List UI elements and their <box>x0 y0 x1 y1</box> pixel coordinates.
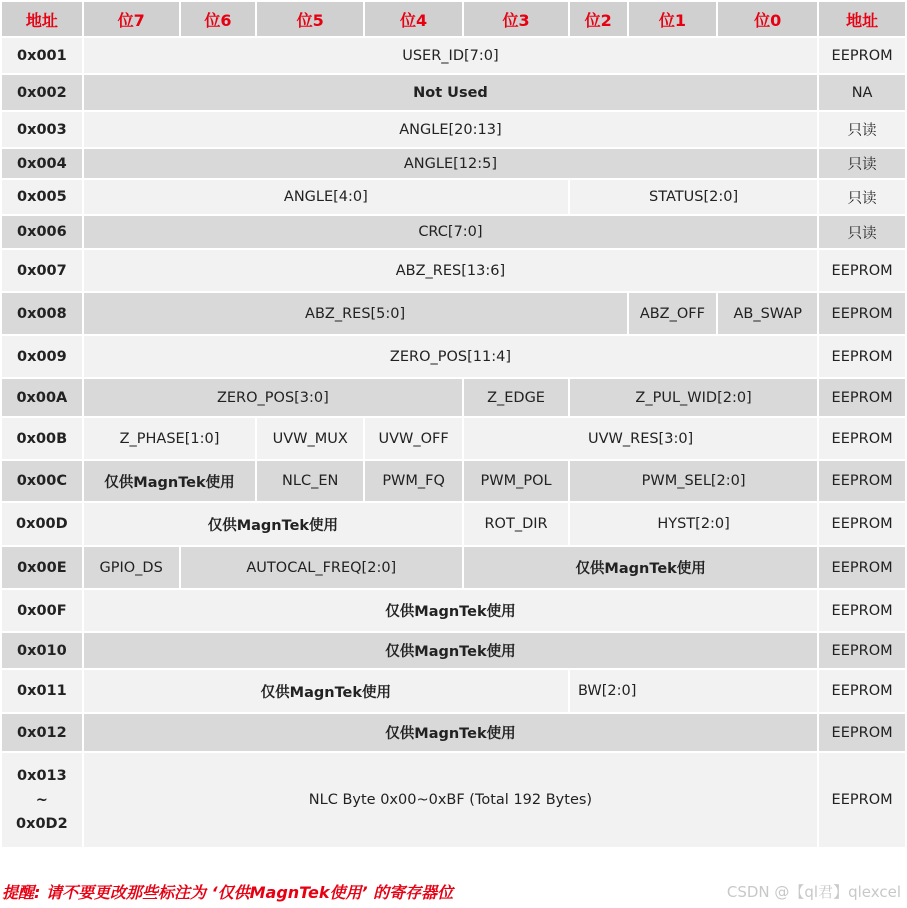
row-address-range <box>2 753 82 847</box>
table-row <box>2 149 905 178</box>
table-row <box>2 590 905 631</box>
row-address: 0x010 <box>2 633 82 668</box>
register-field: Z_PUL_WID[2:0] <box>570 379 817 416</box>
register-field: NLC_EN <box>257 461 363 501</box>
register-field: ZERO_POS[11:4] <box>84 336 817 377</box>
table-row <box>2 461 905 501</box>
register-field: ROT_DIR <box>464 503 568 545</box>
access-type: EEPROM <box>819 503 905 545</box>
access-type: EEPROM <box>819 461 905 501</box>
row-address: 0x006 <box>2 216 82 248</box>
table-row <box>2 336 905 377</box>
header-bit6: 位6 <box>181 2 256 36</box>
access-type: EEPROM <box>819 633 905 668</box>
row-address: 0x003 <box>2 112 82 147</box>
range-end: 0x0D2 <box>16 816 68 832</box>
register-field: GPIO_DS <box>84 547 179 588</box>
header-bit4: 位4 <box>365 2 462 36</box>
register-field: ANGLE[12:5] <box>84 149 817 178</box>
access-type: NA <box>819 75 905 110</box>
access-type: EEPROM <box>819 714 905 751</box>
row-address: 0x001 <box>2 38 82 73</box>
access-type: 只读 <box>819 180 905 214</box>
table-row <box>2 75 905 110</box>
row-address: 0x00B <box>2 418 82 459</box>
row-address: 0x005 <box>2 180 82 214</box>
register-field: AB_SWAP <box>718 293 817 334</box>
access-type: 只读 <box>819 149 905 178</box>
register-field: ABZ_RES[5:0] <box>84 293 627 334</box>
row-address: 0x008 <box>2 293 82 334</box>
access-type: EEPROM <box>819 250 905 291</box>
register-field: STATUS[2:0] <box>570 180 817 214</box>
access-type: 只读 <box>819 112 905 147</box>
header-bit5: 位5 <box>257 2 363 36</box>
register-field: Z_PHASE[1:0] <box>84 418 256 459</box>
reserved-field: 仅供MagnTek使用 <box>84 670 568 712</box>
table-row <box>2 112 905 147</box>
register-field: PWM_POL <box>464 461 568 501</box>
table-row <box>2 250 905 291</box>
header-bit7: 位7 <box>84 2 179 36</box>
watermark: CSDN @【ql君】qlexcel <box>726 883 901 901</box>
reserved-field: 仅供MagnTek使用 <box>464 547 817 588</box>
row-address: 0x007 <box>2 250 82 291</box>
table-row <box>2 633 905 668</box>
table-row <box>2 293 905 334</box>
table-row <box>2 216 905 248</box>
register-field: CRC[7:0] <box>84 216 817 248</box>
register-field: ANGLE[4:0] <box>84 180 568 214</box>
access-type: EEPROM <box>819 38 905 73</box>
row-address: 0x00D <box>2 503 82 545</box>
access-type: EEPROM <box>819 753 905 847</box>
header-bit1: 位1 <box>629 2 717 36</box>
reserved-field: 仅供MagnTek使用 <box>84 714 817 751</box>
register-field: PWM_SEL[2:0] <box>570 461 817 501</box>
reserved-field: 仅供MagnTek使用 <box>84 633 817 668</box>
register-field: ANGLE[20:13] <box>84 112 817 147</box>
row-address: 0x002 <box>2 75 82 110</box>
register-field: Not Used <box>84 75 817 110</box>
header-bit0: 位0 <box>718 2 817 36</box>
row-address: 0x009 <box>2 336 82 377</box>
reserved-field: 仅供MagnTek使用 <box>84 590 817 631</box>
table-row <box>2 503 905 545</box>
register-field: UVW_RES[3:0] <box>464 418 817 459</box>
row-address: 0x00C <box>2 461 82 501</box>
register-field: PWM_FQ <box>365 461 462 501</box>
register-field: ZERO_POS[3:0] <box>84 379 462 416</box>
header-row <box>2 2 905 36</box>
access-type: EEPROM <box>819 547 905 588</box>
register-field: ABZ_OFF <box>629 293 717 334</box>
header-bit2: 位2 <box>570 2 627 36</box>
table-row <box>2 38 905 73</box>
reserved-field: 仅供MagnTek使用 <box>84 461 256 501</box>
register-field: BW[2:0] <box>570 670 817 712</box>
register-field: ABZ_RES[13:6] <box>84 250 817 291</box>
register-field: UVW_MUX <box>257 418 363 459</box>
table-row <box>2 547 905 588</box>
table-row <box>2 714 905 751</box>
row-address: 0x00F <box>2 590 82 631</box>
table-row <box>2 379 905 416</box>
reminder-note: 提醒: 请不要更改那些标注为 ‘仅供MagnTek使用’ 的寄存器位 <box>2 883 454 902</box>
table-row <box>2 753 905 847</box>
row-address: 0x00A <box>2 379 82 416</box>
access-type: EEPROM <box>819 379 905 416</box>
row-address: 0x012 <box>2 714 82 751</box>
access-type: EEPROM <box>819 590 905 631</box>
register-field: NLC Byte 0x00~0xBF (Total 192 Bytes) <box>84 753 817 847</box>
row-address: 0x00E <box>2 547 82 588</box>
header-access: 地址 <box>819 2 905 36</box>
register-field: AUTOCAL_FREQ[2:0] <box>181 547 463 588</box>
table-row <box>2 670 905 712</box>
register-field: USER_ID[7:0] <box>84 38 817 73</box>
range-separator: ~ <box>35 792 48 808</box>
reserved-field: 仅供MagnTek使用 <box>84 503 462 545</box>
header-addr: 地址 <box>2 2 82 36</box>
range-start: 0x013 <box>17 768 67 784</box>
access-type: EEPROM <box>819 293 905 334</box>
table-row <box>2 180 905 214</box>
table-row <box>2 418 905 459</box>
register-field: Z_EDGE <box>464 379 568 416</box>
access-type: EEPROM <box>819 418 905 459</box>
header-bit3: 位3 <box>464 2 568 36</box>
row-address: 0x011 <box>2 670 82 712</box>
register-field: UVW_OFF <box>365 418 462 459</box>
row-address: 0x004 <box>2 149 82 178</box>
access-type: 只读 <box>819 216 905 248</box>
access-type: EEPROM <box>819 670 905 712</box>
register-field: HYST[2:0] <box>570 503 817 545</box>
access-type: EEPROM <box>819 336 905 377</box>
